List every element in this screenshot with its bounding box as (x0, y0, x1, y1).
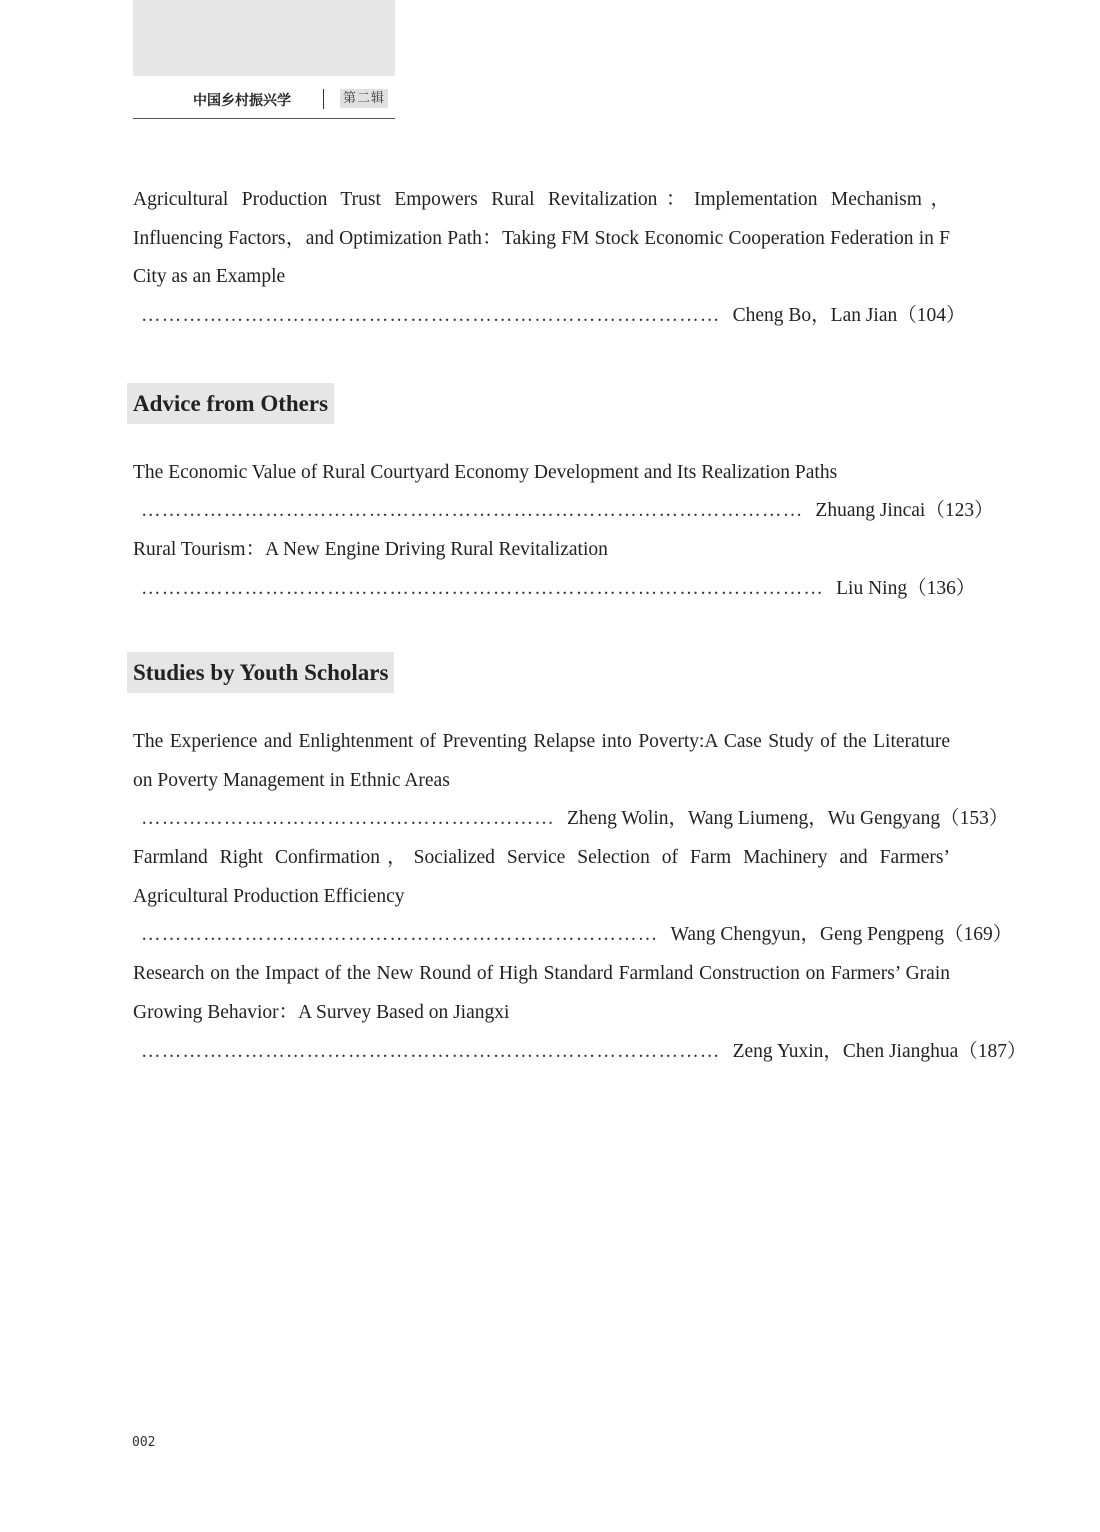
header-gray-block (133, 0, 395, 76)
section-heading-wrap (133, 652, 950, 695)
toc-entry[interactable] (133, 955, 1027, 1071)
dot-leader: ………………………………………………………………………… (141, 305, 721, 327)
entry-title: Agricultural Production Trust Empowers Rural Revitalization：Implementation Mechanism，Influencing Factors，and Optimization Path：Taking FM Stock Economic Cooperation Federation in F City as an Example (133, 189, 950, 288)
entry-title: Farmland Right Confirmation，Socialized Service Selection of Farm Machinery and Farmers’ Agricultural Production Efficiency (133, 847, 950, 907)
dot-leader: …………………………………………………………………………………… (141, 500, 804, 522)
section-heading-advice: Advice from Others (127, 383, 334, 424)
entry-leader-line (133, 297, 966, 336)
dot-leader: ………………………………………………………………… (141, 924, 659, 946)
dot-leader: ……………………………………………………………………………………… (141, 577, 825, 599)
entry-leader-line (133, 492, 994, 531)
entry-leader-line (133, 916, 1013, 955)
entry-title: Research on the Impact of the New Round of High Standard Farmland Construction on Farmers’ Grain Growing Behavior：A Survey Based on Jiangxi (133, 963, 950, 1023)
entry-title: The Economic Value of Rural Courtyard Economy Development and Its Realization Paths (133, 461, 838, 483)
entry-title: Rural Tourism：A New Engine Driving Rural Revitalization (133, 538, 608, 560)
page-number: 002 (132, 1435, 156, 1450)
entry-leader-line (133, 1033, 1027, 1072)
entry-authors: Zhuang Jincai（123） (815, 500, 994, 522)
dot-leader: …………………………………………………… (141, 808, 555, 830)
entry-authors: Zheng Wolin，Wang Liumeng，Wu Gengyang（153） (567, 808, 1009, 830)
entry-leader-line (133, 800, 1009, 839)
entry-authors: Liu Ning（136） (836, 577, 976, 599)
toc-entry[interactable] (133, 839, 1013, 955)
toc-entry[interactable] (133, 531, 976, 608)
entry-authors: Wang Chengyun，Geng Pengpeng（169） (670, 924, 1013, 946)
running-head (133, 86, 395, 119)
entry-title: The Experience and Enlightenment of Preventing Relapse into Poverty:A Case Study of the Literature on Poverty Management in Ethnic Areas (133, 730, 950, 791)
toc-entry[interactable] (133, 454, 994, 531)
section-heading-wrap (133, 383, 950, 426)
journal-title: 中国乡村振兴学 (193, 93, 291, 109)
table-of-contents (133, 181, 1027, 1071)
dot-leader: ………………………………………………………………………… (141, 1040, 721, 1062)
toc-entry[interactable] (133, 181, 966, 336)
entry-leader-line (133, 570, 976, 609)
toc-entry[interactable] (133, 723, 1009, 839)
entry-authors: Cheng Bo，Lan Jian（104） (732, 305, 966, 327)
issue-label: 第二辑 (340, 89, 388, 108)
entry-authors: Zeng Yuxin，Chen Jianghua（187） (732, 1040, 1027, 1062)
section-heading-youth-scholars: Studies by Youth Scholars (127, 652, 394, 693)
header-divider (323, 89, 324, 109)
